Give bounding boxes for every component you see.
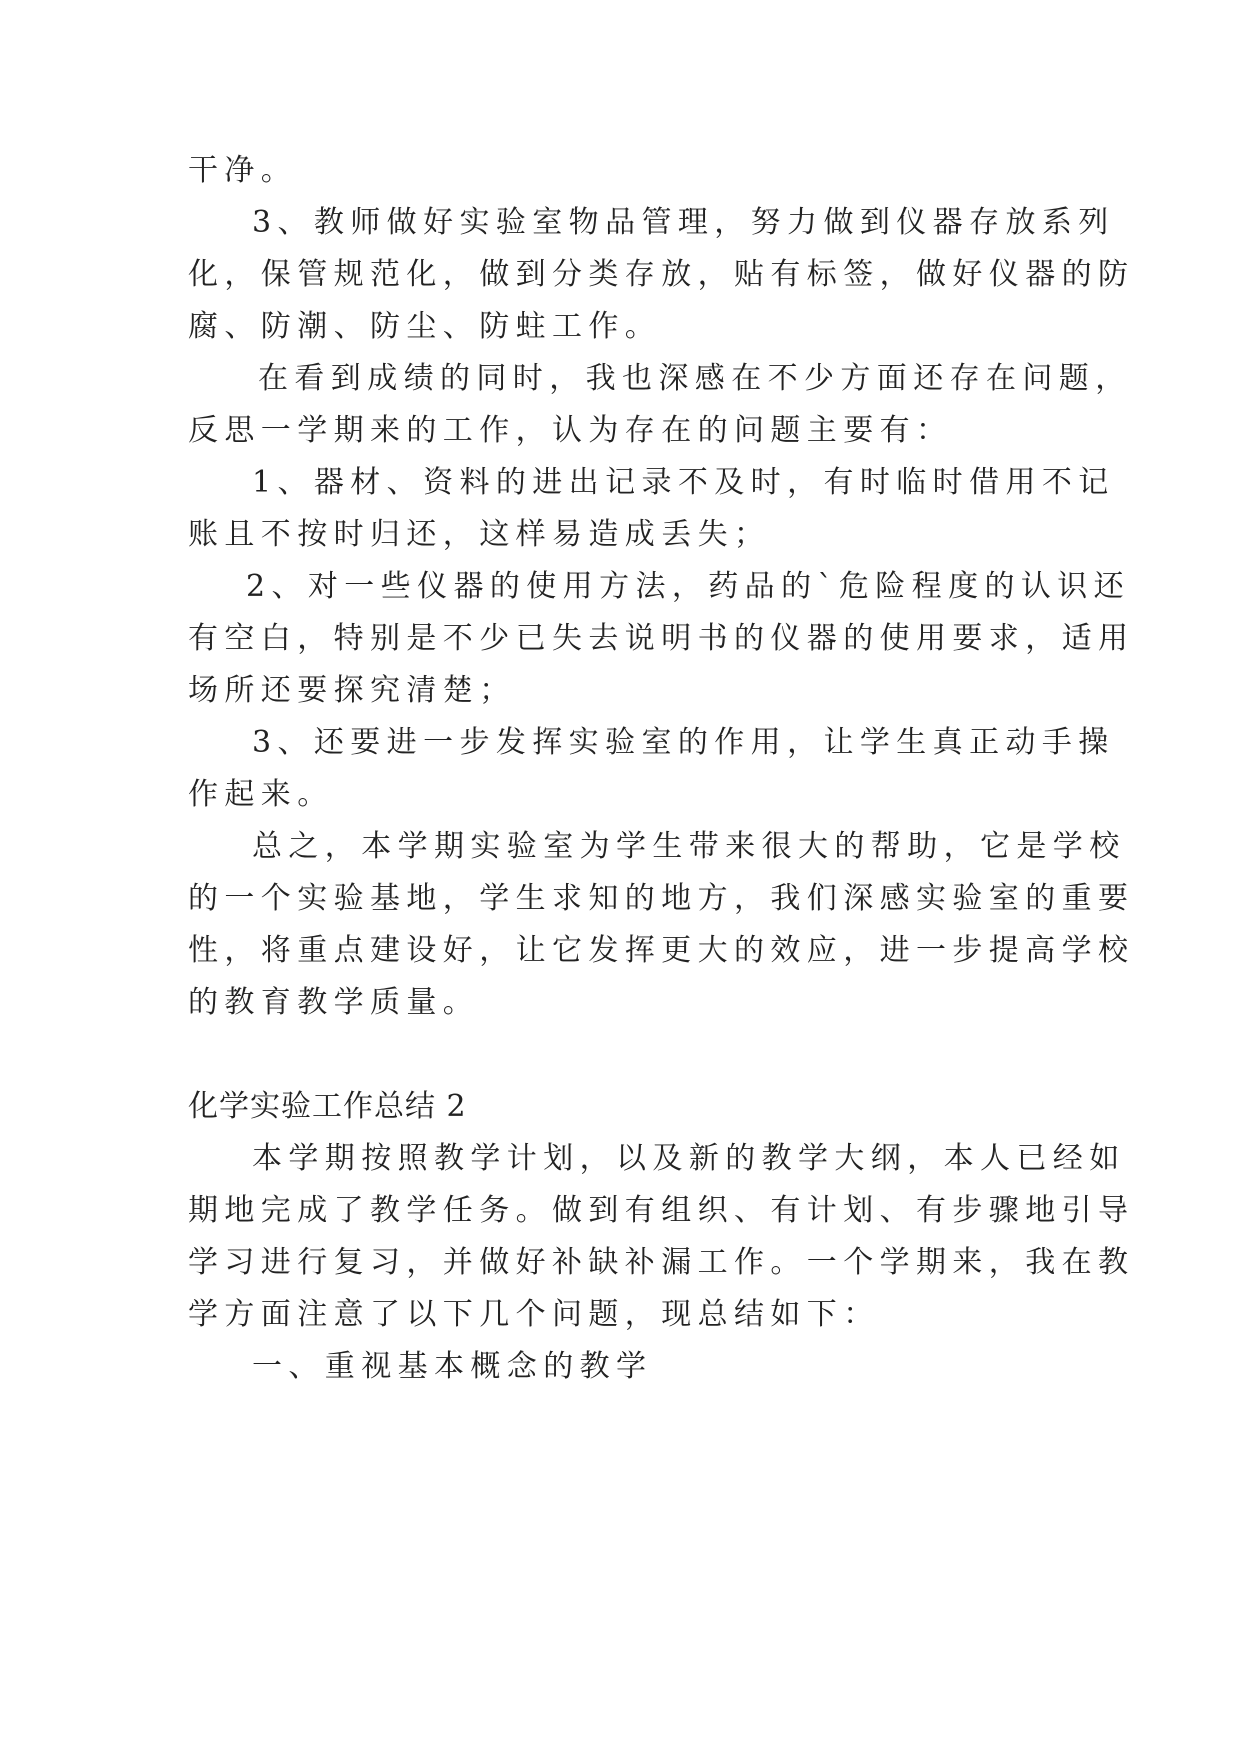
text-line: 1、器材、资料的进出记录不及时，有时临时借用不记 — [252, 465, 1115, 500]
text-line: 有空白，特别是不少已失去说明书的仪器的使用要求，适用 — [188, 621, 1135, 656]
text-line: 3、还要进一步发挥实验室的作用，让学生真正动手操 — [252, 725, 1115, 760]
text-line: 场所还要探究清楚； — [188, 673, 516, 708]
subheading: 一、重视基本概念的教学 — [252, 1349, 653, 1384]
text-line: 总之，本学期实验室为学生带来很大的帮助，它是学校 — [252, 829, 1126, 864]
text-line: 腐、防潮、防尘、防蛀工作。 — [188, 309, 662, 344]
text-line: 学方面注意了以下几个问题，现总结如下： — [188, 1297, 880, 1332]
text-line: 反思一学期来的工作，认为存在的问题主要有： — [188, 413, 953, 448]
document-body — [188, 0, 1135, 1754]
text-line: 本学期按照教学计划，以及新的教学大纲，本人已经如 — [252, 1141, 1126, 1176]
text-line: 干净。 — [188, 153, 298, 188]
text-line: 账且不按时归还，这样易造成丢失； — [188, 517, 771, 552]
text-line: 学习进行复习，并做好补缺补漏工作。一个学期来，我在教 — [188, 1245, 1135, 1280]
text-line: 2、对一些仪器的使用方法，药品的`危险程度的认识还 — [246, 569, 1131, 604]
text-line: 期地完成了教学任务。做到有组织、有计划、有步骤地引导 — [188, 1193, 1135, 1228]
text-line: 化，保管规范化，做到分类存放，贴有标签，做好仪器的防 — [188, 257, 1135, 292]
text-line: 作起来。 — [188, 777, 334, 812]
text-line: 性，将重点建设好，让它发挥更大的效应，进一步提高学校 — [188, 933, 1135, 968]
text-line: 的一个实验基地，学生求知的地方，我们深感实验室的重要 — [188, 881, 1135, 916]
text-line: 在看到成绩的同时，我也深感在不少方面还存在问题， — [258, 361, 1132, 396]
section-heading: 化学实验工作总结 2 — [188, 1089, 467, 1124]
text-line: 3、教师做好实验室物品管理，努力做到仪器存放系列 — [252, 205, 1115, 240]
text-line: 的教育教学质量。 — [188, 985, 480, 1020]
